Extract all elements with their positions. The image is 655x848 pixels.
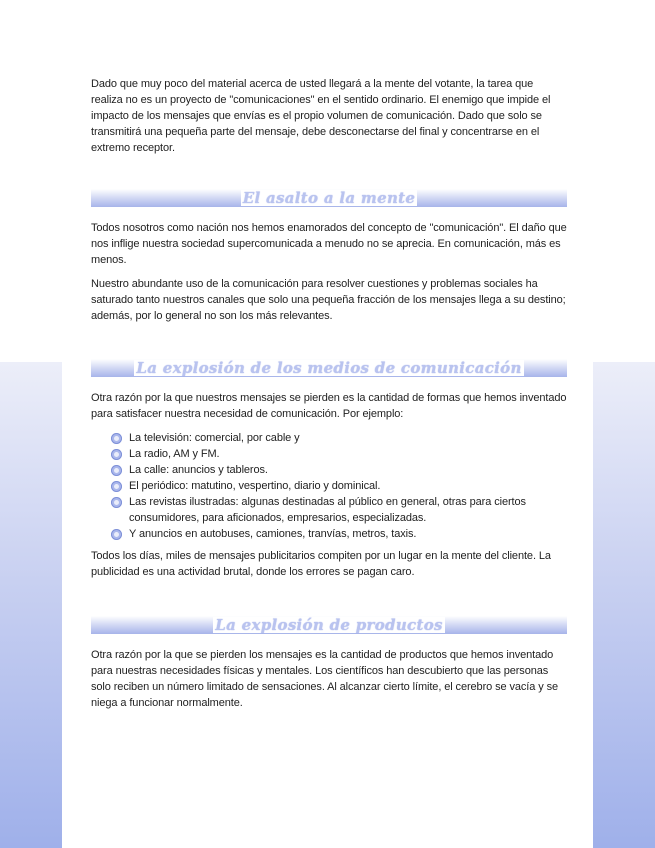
list-item: La televisión: comercial, por cable y [111,430,567,446]
list-item: Las revistas ilustradas: algunas destinadas al público en general, otras para ciertos consumidores, para aficionados, empresarios, especializadas. [111,494,567,526]
paragraph-productos-1: Otra razón por la que se pierden los mensajes es la cantidad de productos que hemos inventado para nuestras necesidades físicas y mentales. Los científicos han descubierto que las personas solo reciben un número limitado de sensaciones. Al alcanzar cierto límite, el cerebro se vacía y se niega a funcionar normalmente. [91,649,559,709]
intro-paragraph: Dado que muy poco del material acerca de usted llegará a la mente del votante, la tarea que realiza no es un proyecto de "comunicaciones" en el sentido ordinario. El enemigo que impide el impacto de los mensajes que envías es el propio volumen de comunicación. Dado que solo se transmitirá una pequeña parte del mensaje, debe desconectarse del final y concentrarse en el extremo receptor. [91,78,551,154]
paragraph-asalto-1: Todos nosotros como nación nos hemos enamorados del concepto de "comunicación". El daño que nos inflige nuestra sociedad supercomunicada a menudo no se aprecia. En comunicación, más es menos. [91,222,567,266]
bullet-icon [111,433,122,444]
bullet-icon [111,465,122,476]
document-page [62,0,593,848]
section-heading-banner [91,359,567,377]
bullet-icon [111,497,122,508]
section-heading-productos: La explosión de productos [215,616,443,634]
bullet-icon [111,481,122,492]
paragraph-medios-intro: Otra razón por la que nuestros mensajes se pierden es la cantidad de formas que hemos inventado para satisfacer nuestra necesidad de comunicación. Por ejemplo: [91,392,567,420]
list-item: La radio, AM y FM. [111,446,567,462]
media-list [91,430,567,542]
right-side-gradient-panel [593,362,655,848]
section-heading-banner [91,616,567,634]
paragraph-asalto-2: Nuestro abundante uso de la comunicación para resolver cuestiones y problemas sociales ha saturado tanto nuestros canales que solo una pequeña fracción de los mensajes llega a su destino; además, por lo general no son los más relevantes. [91,278,566,322]
bullet-icon [111,529,122,540]
list-item: La calle: anuncios y tableros. [111,462,567,478]
paragraph-medios-outro: Todos los días, miles de mensajes publicitarios compiten por un lugar en la mente del cliente. La publicidad es una actividad brutal, donde los errores se pagan caro. [91,550,551,578]
section-heading-medios: La explosión de los medios de comunicación [136,359,522,377]
section-heading-asalto: El asalto a la mente [242,189,416,207]
list-item: El periódico: matutino, vespertino, diario y dominical. [111,478,567,494]
list-item: Y anuncios en autobuses, camiones, tranvías, metros, taxis. [111,526,567,542]
bullet-icon [111,449,122,460]
document-body [91,76,567,719]
section-heading-banner [91,189,567,207]
left-side-gradient-panel [0,362,62,848]
